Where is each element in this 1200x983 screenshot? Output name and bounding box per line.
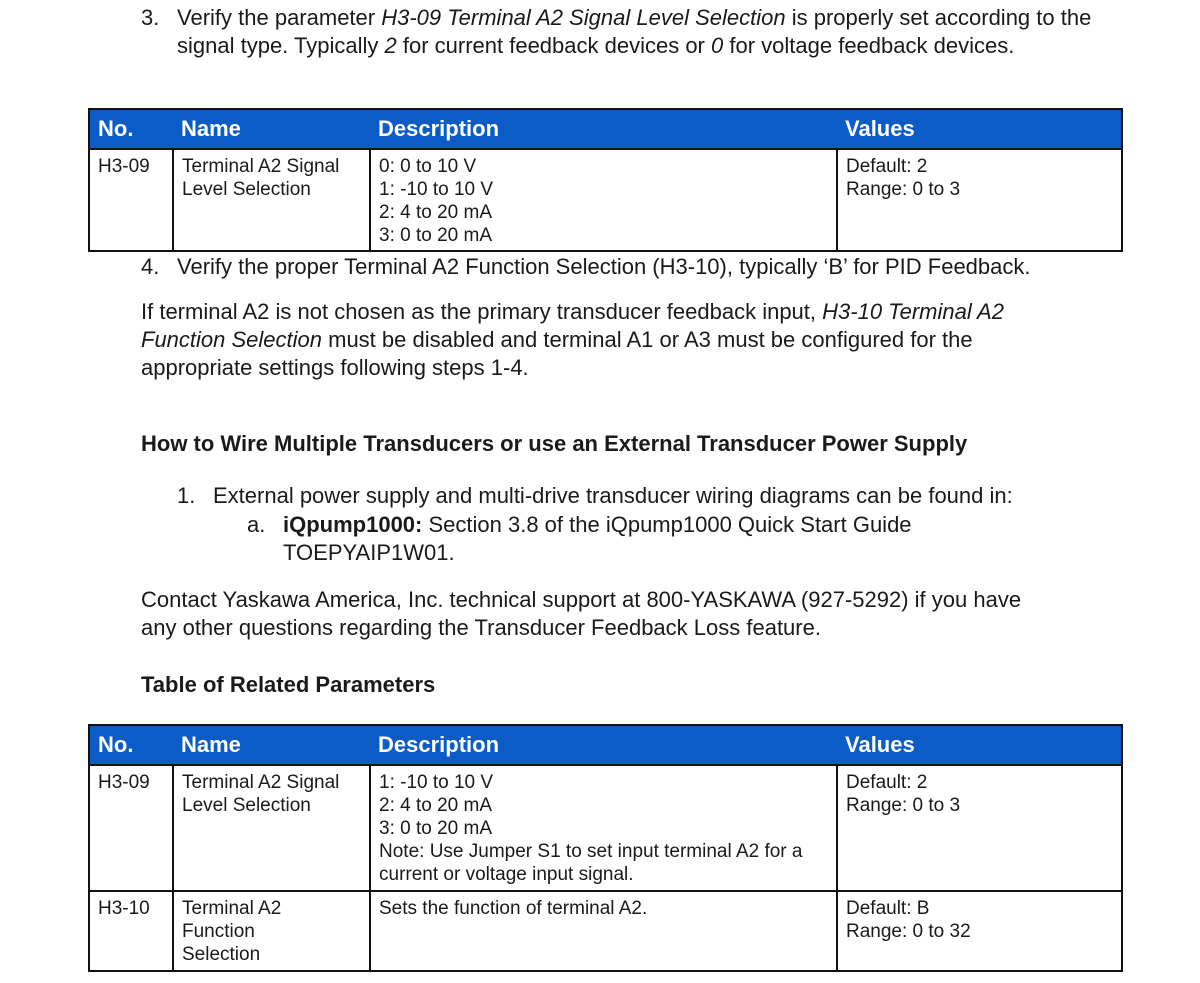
step-3-value-2: 2 — [384, 33, 397, 58]
values-line: Range: 0 to 3 — [846, 795, 961, 816]
header-values: Values — [837, 725, 1122, 765]
cell-description — [370, 765, 837, 891]
values-line: Default: 2 — [846, 156, 928, 177]
desc-line: 2: 4 to 20 mA — [379, 795, 493, 816]
name-line: Terminal A2 Signal — [182, 772, 340, 793]
cell-no: H3-10 — [89, 891, 173, 971]
step-3-param: H3-09 Terminal A2 Signal Level Selection — [381, 5, 786, 30]
document-number: TOEPYAIP1W01. — [283, 540, 455, 565]
header-name: Name — [173, 109, 370, 149]
desc-line: 0: 0 to 10 V — [379, 156, 477, 177]
header-description: Description — [370, 109, 837, 149]
name-line: Terminal A2 — [182, 898, 282, 919]
step-3 — [141, 4, 1101, 60]
cell-no: H3-09 — [89, 765, 173, 891]
contact-line: any other questions regarding the Transducer Feedback Loss feature. — [141, 615, 821, 640]
step-4-text: Verify the proper Terminal A2 Function Selection (H3-10), typically ‘B’ for PID Feedback. — [177, 254, 1031, 279]
step-4-number: 4. — [141, 254, 160, 279]
cell-values — [837, 891, 1122, 971]
cell-name — [173, 149, 370, 251]
header-no: No. — [89, 725, 173, 765]
desc-line: current or voltage input signal. — [379, 864, 634, 885]
para-text-after: must be disabled and terminal A1 or A3 must be configured for the appropriate settings following steps 1-4. — [141, 327, 973, 380]
section-heading-related-parameters: Table of Related Parameters — [141, 672, 436, 697]
cell-no: H3-09 — [89, 149, 173, 251]
wiring-sub-item-a — [247, 511, 1047, 567]
table-row — [89, 765, 1122, 891]
step-3-text-mid2: for current feedback devices or — [396, 33, 711, 58]
para-param: H3-10 Terminal A2 Function Selection — [141, 299, 1004, 352]
cell-description — [370, 149, 837, 251]
contact-paragraph — [141, 586, 1141, 642]
name-line: Function — [182, 921, 255, 942]
name-line: Level Selection — [182, 179, 311, 200]
cell-name — [173, 891, 370, 971]
terminal-a2-paragraph — [141, 298, 1041, 382]
desc-line: 3: 0 to 20 mA — [379, 818, 493, 839]
desc-line: Note: Use Jumper S1 to set input terminal A2 for a — [379, 841, 803, 862]
values-line: Range: 0 to 32 — [846, 921, 971, 942]
list-item-text: External power supply and multi-drive transducer wiring diagrams can be found in: — [213, 483, 1013, 508]
desc-line: Sets the function of terminal A2. — [379, 898, 648, 919]
para-text: If terminal A2 is not chosen as the primary transducer feedback input, — [141, 299, 823, 324]
name-line: Terminal A2 Signal — [182, 156, 340, 177]
desc-line: 1: -10 to 10 V — [379, 179, 494, 200]
values-line: Default: B — [846, 898, 930, 919]
list-number: 1. — [177, 483, 196, 508]
header-no: No. — [89, 109, 173, 149]
cell-description — [370, 891, 837, 971]
step-3-text: Verify the parameter — [177, 5, 382, 30]
desc-line: 3: 0 to 20 mA — [379, 225, 493, 246]
cell-values — [837, 765, 1122, 891]
desc-line: 2: 4 to 20 mA — [379, 202, 493, 223]
parameter-table-h3-09 — [88, 108, 1123, 252]
section-heading-wiring: How to Wire Multiple Transducers or use an External Transducer Power Supply — [141, 431, 968, 456]
name-line: Selection — [182, 944, 261, 965]
step-3-text-after: for voltage feedback devices. — [723, 33, 1015, 58]
sub-item-letter: a. — [247, 512, 266, 537]
header-name: Name — [173, 725, 370, 765]
desc-line: 1: -10 to 10 V — [379, 772, 494, 793]
values-line: Default: 2 — [846, 772, 928, 793]
table-row — [89, 149, 1122, 251]
cell-name — [173, 765, 370, 891]
table-header-row — [89, 109, 1122, 149]
header-values: Values — [837, 109, 1122, 149]
header-description: Description — [370, 725, 837, 765]
step-3-value-0: 0 — [711, 33, 724, 58]
name-line: Level Selection — [182, 795, 311, 816]
step-3-text-mid: is properly set according to the signal type. Typically — [177, 5, 1092, 58]
table-header-row — [89, 725, 1122, 765]
wiring-list-item-1 — [177, 482, 1097, 510]
step-3-number: 3. — [141, 5, 160, 30]
related-parameters-table — [88, 724, 1123, 972]
product-name: iQpump1000: — [283, 512, 423, 537]
cell-values — [837, 149, 1122, 251]
step-4 — [141, 253, 1141, 281]
values-line: Range: 0 to 3 — [846, 179, 961, 200]
table-row — [89, 891, 1122, 971]
contact-line: Contact Yaskawa America, Inc. technical support at 800-YASKAWA (927-5292) if you have — [141, 587, 1022, 612]
sub-item-text: Section 3.8 of the iQpump1000 Quick Start Guide — [422, 512, 912, 537]
